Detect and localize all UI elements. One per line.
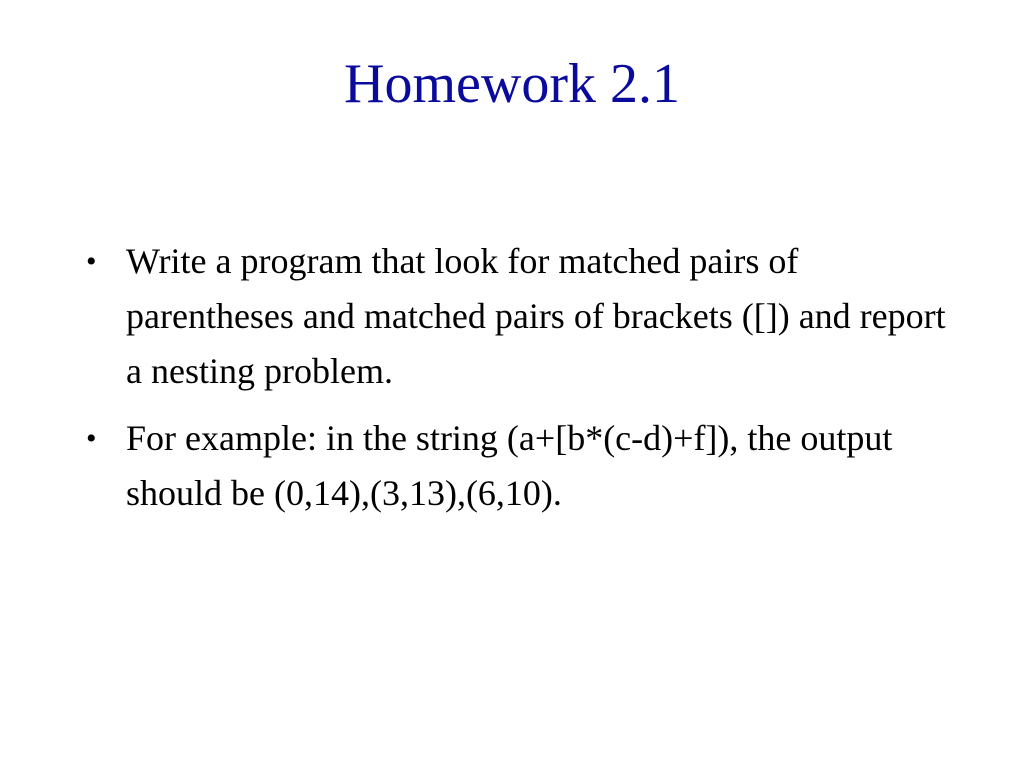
bullet-dot-icon: • xyxy=(86,422,97,455)
slide-title: Homework 2.1 xyxy=(344,53,680,115)
bullet-dot-icon: • xyxy=(86,245,97,278)
bullet-text: For example: in the string (a+[b*(c-d)+f]), the output should be (0,14),(3,13),(6,10). xyxy=(126,418,893,513)
bullet-item xyxy=(86,411,946,521)
bullet-text: Write a program that look for matched pairs of parentheses and matched pairs of brackets ([]) and report a nesting problem. xyxy=(126,241,946,391)
bullet-item xyxy=(86,234,946,399)
bullet-list xyxy=(86,234,946,533)
